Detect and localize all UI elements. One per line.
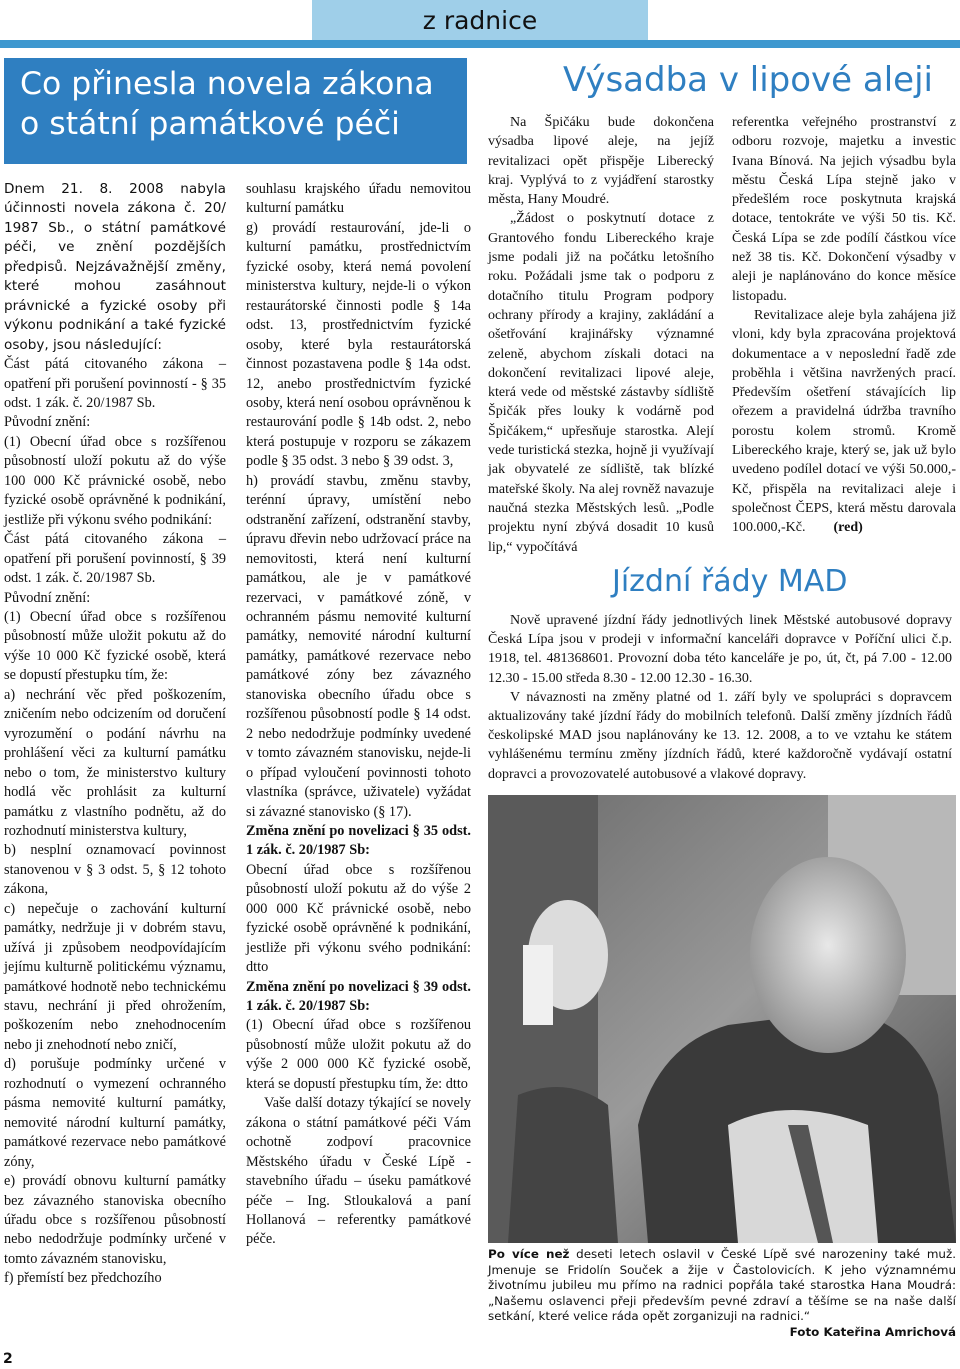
paragraph: Část pátá citovaného zákona – opatření při porušení povinností, § 39 odst. 1 zák. č. 20/1987 Sb.: [4, 531, 226, 587]
article-title-3: Jízdní řády MAD: [612, 564, 848, 599]
paragraph: c) nepečuje o zachování kulturní památky, nedržuje ji v dobrém stavu, užívá ji způsobem neodpovídajícím jejímu kulturně politickému významu, památkové hodnotě nebo technickému stavu, nechrání ji před ohrožením, poškozením nebo znehodnocením nebo ji znehodnotí nebo zničí,: [4, 900, 226, 1053]
photo: [488, 795, 956, 1243]
section-tab: [312, 0, 648, 40]
article-title-line-2: o státní památkové péči: [20, 106, 400, 142]
paragraph: a) nechrání věc před poškozením, zničením nebo odcizením od doručení vyrozumění o podání návrhu na prohlášení věci za kulturní památku nebo o tom, že ministerstvo kultury hodlá věc prohlásit za kulturní památku z vlastního podnětu, až do rozhodnutí ministerstva kultury,: [4, 686, 226, 839]
header-band: [0, 40, 960, 48]
caption-text: [488, 1247, 956, 1325]
article-title-2: Výsadba v lipové aleji: [563, 60, 933, 100]
paragraph: V návaznosti na změny platné od 1. září byly ve spolupráci s dopravcem aktualizovány také jízdní řády do mobilních telefonů. Další změny jízdních řádů českolipské MAD jsou naplánovány ke 13. 12. 2008, a to ve vztahu ke státem vyhlášenému termínu změny jízdních řádů, které každoročně vydávají ostatní dopravci a provozovatelé autobusové a vlakové dopravy.: [488, 689, 952, 782]
paragraph: g) provádí restaurování, jde-li o kulturní památku, prostřednictvím fyzické osoby, která nemá povolení ministerstva kultury, nejde-li o výkon restaurátorské činnosti podle § 14a odst. 13, prostřednictvím fyzické osoby, které byla restaurátorská činnost pozastavena podle § 14a odst. 12, anebo prostřednictvím fyzické osoby, která není osobou oprávněnou k restaurování podle § 14b odst. 2, nebo která postupuje v rozporu se zákazem podle § 35 odst. 3 nebo § 39 odst. 3,: [246, 219, 471, 470]
paragraph: referentka veřejného prostranství z odboru rozvoje, majetku a investic Ivana Bínová. Na jejich výsadbu byla městu Česká Lípa stejně jako v předešlém roce poskytnuta krajská dotace, tentokráte ve výši 50 tis. Kč. Česká Lípa se zde podílí částkou více než 38 tis. Kč. Dokončení výsadby v aleji je naplánováno do konce měsíce listopadu.: [732, 115, 956, 304]
article-lead: Dnem 21. 8. 2008 nabyla účinnosti novela zákona č. 20/ 1987 Sb., o státní památkové péči, ve znění pozdějších předpisů. Nejzávažnější změny, které mohou zasáhnout právnické a fyzické osoby při výkonu podnikání a také fyzické osoby, jsou následující:: [4, 181, 226, 353]
paragraph: souhlasu krajského úřadu nemovitou kulturní památku: [246, 181, 471, 217]
paragraph: (1) Obecní úřad obce s rozšířenou působností uloží pokutu až do výše 100 000 Kč právnické osobě, nebo fyzické osobě oprávněné k podnikání, jestliže při výkonu svého podnikání:: [4, 433, 226, 528]
article-column-2: [246, 180, 471, 1250]
paragraph: Nově upravené jízdní řády jednotlivých linek Městské autobusové dopravy Česká Lípa jsou v prodeji v informační kanceláři dopravce v Poříční ulici č.p. 1918, tel. 481368601. Provozní doba této kanceláře je po, út, čt, pá 7.00 - 12.00 12.30 - 15.00 středa 8.30 - 12.00 12.30 - 16.30.: [488, 613, 952, 686]
article-column-1: [4, 180, 226, 1289]
author-signature: (red): [833, 520, 863, 536]
paragraph-text: Revitalizace aleje byla zahájena již vloni, kdy byla zpracována projektová dokumentace a v neposlední řadě zde proběhla i většina navržených prací. Především ošetření stávajících lip ořezem a pravidelná údržba travního porostu kolem stromů. Kromě Libereckého kraje, který se, jak už bylo uvedeno podílel dotací ve výši 50.000,-Kč, přispěla na revitalizaci aleje i společnost ČEPS, která městu darovala 100.000,-Kč.: [732, 307, 956, 536]
paragraph: „Žádost o poskytnutí dotace z Grantového fondu Libereckého kraje jsme podali již na počátku letošního roku. Požádali jsme tak o podporu z dotačního titulu Program podpory ochrany přírody a krajiny, zakládání a ošetřování krajinářsky významné zeleně, abychom získali dotaci na dokončení revitalizaci lipové aleje, která vede od městské zástavby sídliště Špičák přes louky k vodárně pod Špičákem,“ upřesňuje starostka. Alejí vede turistická stezka, hojně ji využívají jak obyvatelé ze sídliště, tak blízké mateřské školy. Na alej rovněž navazuje naučná stezka Městských lesů. „Podle projektu nyní zbývá dosadit 10 kusů lip,“ vypočítává: [488, 211, 714, 555]
page-number: 2: [3, 1351, 13, 1367]
paragraph: f) přemístí bez předchozího: [4, 1270, 162, 1287]
article-column-4: [732, 113, 956, 538]
paragraph: b) nesplní oznamovací povinnost stanovenou v § 3 odst. 5, § 12 tohoto zákona,: [4, 842, 226, 898]
article-title: [20, 64, 465, 144]
paragraph: d) porušuje podmínky určené v rozhodnutí o vymezení ochranného pásma nemovité kulturní památky, nemovité národní kulturní památky, památkové rezervace nebo památkové zóny,: [4, 1056, 226, 1170]
paragraph: Obecní úřad obce s rozšířenou působností uloží pokutu až do výše 2 000 000 Kč právnické osobě, nebo fyzické osobě oprávněné k podnikání, jestliže při výkonu svého podnikání: dtto: [246, 861, 471, 976]
photo-credit: Foto Kateřina Amrichová: [789, 1324, 956, 1339]
article-3-body: [488, 611, 952, 784]
paragraph: (1) Obecní úřad obce s rozšířenou působností může uložit pokutu až do výše 2 000 000 Kč fyzické osobě, která se dopustí přestupku tím, že: dtto: [246, 1017, 471, 1092]
subheading: Změna znění po novelizaci § 35 odst. 1 zák. č. 20/1987 Sb:: [246, 822, 471, 859]
paragraph: Původní znění:: [4, 589, 91, 606]
paragraph: Část pátá citovaného zákona – opatření při porušení povinností - § 35 odst. 1 zák. č. 20/1987 Sb.: [4, 356, 226, 411]
paragraph: Vaše další dotazy týkající se novely zákona o státní památkové péči Vám ochotně zodpoví pracovnice Městského úřadu v České Lípě - stavebního úřadu – úseku památkové péče – Ing. Stloukalová a paní Hollanová – referentky památkové péče.: [246, 1095, 471, 1248]
caption-lead: Po více než: [488, 1247, 570, 1261]
article-title-line-1: Co přinesla novela zákona: [20, 66, 434, 102]
photo-caption: [488, 1247, 956, 1341]
article-column-3: [488, 113, 714, 557]
subheading: Změna znění po novelizaci § 39 odst. 1 zák. č. 20/1987 Sb:: [246, 978, 471, 1015]
paragraph: Původní znění:: [4, 414, 91, 431]
paragraph: Na Špičáku bude dokončena výsadba lipové aleje, na jejíž revitalizaci opět přispěje Liberecký kraj. Vyplývá to z vyjádření starostky města, Hany Moudré.: [488, 115, 714, 208]
section-label: z radnice: [422, 5, 538, 35]
caption-body: deseti letech oslavil v České Lípě své narozeniny také muž. Jmenuje se Fridolín Souček a žije v Častolovicích. K jeho významnému životnímu jubileu mu přímo na radnici popřála také starostka Hana Moudrá: „Našemu oslavenci přeji především pevné zdraví a těšíme se na naše další setkání, které velice ráda opět zorganizuji na radnici.“: [488, 1247, 956, 1324]
paragraph: [732, 306, 956, 538]
paragraph: h) provádí stavbu, změnu stavby, terénní úpravy, umístění nebo odstranění zařízení, odstranění stavby, úpravu dřevin nebo udržovací práce na nemovitosti, která není kulturní památkou, ale je v památkové rezervaci, v památkové zóně, v ochranném pásmu nemovité kulturní památky, nemovité národní kulturní památky, památkové rezervace nebo památkové zóny bez závazného stanoviska obecního úřadu obce s rozšířenou působností podle § 14 odst. 2 nebo nedodržuje podmínky uvedené v tomto závazném stanovisku, nejde-li o případ vyloučení povinnosti tohoto vlastníka (správce, uživatele) vyžádat si závazné stanovisko (§ 17).: [246, 472, 471, 820]
paragraph: (1) Obecní úřad obce s rozšířenou působností může uložit pokutu až do výše 10 000 Kč fyzické osobě, která se dopustí přestupku tím, že:: [4, 608, 226, 684]
paragraph: e) provádí obnovu kulturní památky bez závazného stanoviska obecního úřadu obce s rozšířenou působností nebo nedodržuje podmínky určené v tomto závazném stanovisku,: [4, 1173, 226, 1267]
